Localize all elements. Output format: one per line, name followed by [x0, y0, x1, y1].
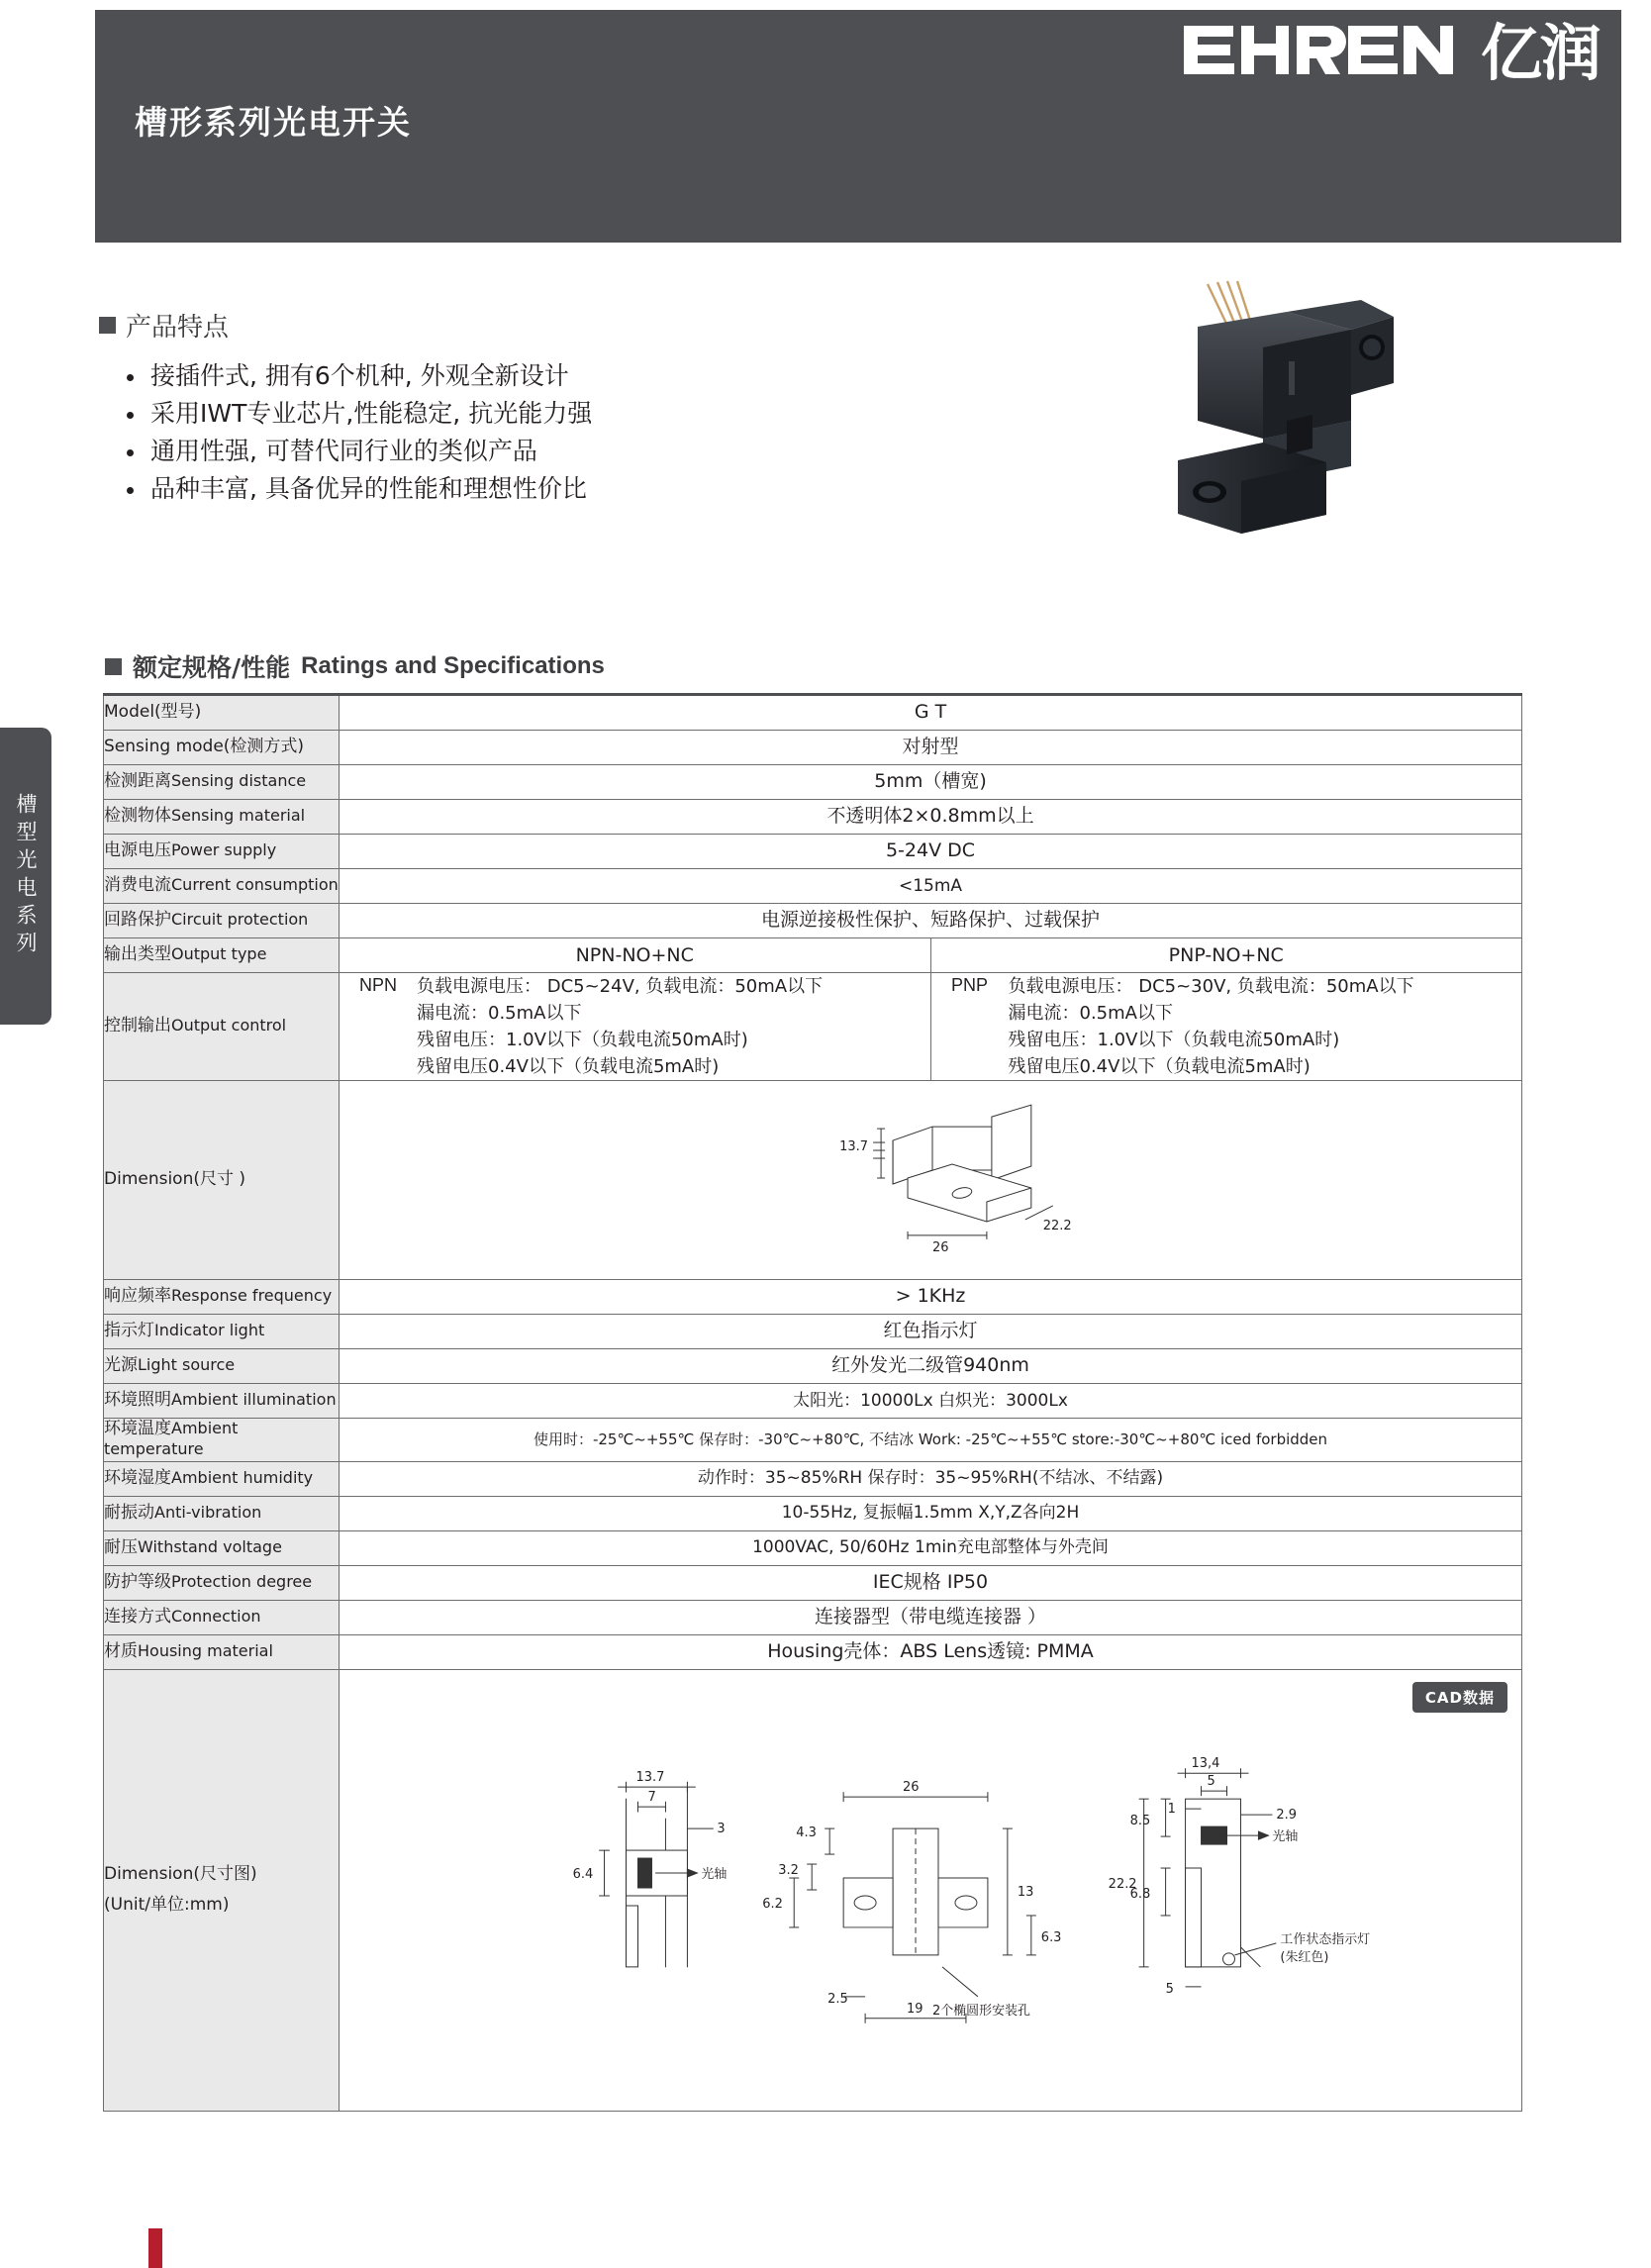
table-row-dimension-drawing: [104, 1669, 1522, 2111]
row-label-en: Output type: [171, 944, 267, 964]
v2-dim-a: 4.3: [796, 1824, 817, 1840]
brand-logo-cn: 亿润: [1480, 17, 1600, 90]
row-label: Model(型号): [104, 695, 340, 731]
v3-led-note-1: 工作状态指示灯: [1280, 1931, 1371, 1947]
table-row: [104, 1384, 1522, 1419]
row-label: [104, 973, 340, 1081]
features-heading-label: 产品特点: [126, 313, 230, 343]
v3-dim-d: 8.5: [1129, 1813, 1151, 1828]
table-row: [104, 695, 1522, 731]
page-title: 槽形系列光电开关: [135, 103, 412, 142]
v2-dim-c: 6.2: [762, 1896, 783, 1912]
features-heading: [99, 307, 812, 344]
row-label-cn: 环境湿度: [104, 1467, 171, 1488]
specifications-table: [103, 693, 1522, 2112]
row-label: [104, 1669, 340, 2111]
v3-dim-f: 6.8: [1129, 1886, 1151, 1902]
pnp-line: 残留电压：1.0V以下（负载电流50mA时): [1008, 1030, 1340, 1050]
row-value: 动作时：35~85%RH 保存时：35~95%RH(不结冰、不结露): [340, 1461, 1522, 1496]
side-tab-label: 槽型光电系列: [14, 793, 38, 959]
spec-heading-en: Ratings and Specifications: [301, 652, 605, 679]
table-row: [104, 1349, 1522, 1384]
row-label: [104, 938, 340, 973]
npn-tag: NPN: [358, 975, 397, 995]
row-label-cn: 防护等级: [104, 1571, 171, 1592]
list-item: 品种丰富, 具备优异的性能和理想性价比: [125, 470, 812, 508]
list-item: 采用IWT专业芯片,性能稳定, 抗光能力强: [125, 395, 812, 433]
slot-photoelectric-sensor-image: [1138, 272, 1524, 569]
row-label-en: Protection degree: [171, 1571, 313, 1591]
dim-13-7: 13.7: [839, 1139, 869, 1155]
dim-26: 26: [931, 1239, 949, 1255]
table-row: [104, 1419, 1522, 1462]
table-row-output-type: [104, 938, 1522, 973]
row-label-cn: 环境照明: [104, 1390, 171, 1411]
row-label: [104, 1565, 340, 1600]
row-value: 连接器型（带电缆连接器 ）: [340, 1600, 1522, 1634]
row-label-cn: 光源: [104, 1355, 138, 1376]
row-label: [104, 1600, 340, 1634]
table-row: [104, 835, 1522, 869]
row-label-en: Light source: [138, 1355, 236, 1375]
row-label: [104, 1461, 340, 1496]
row-label-cn: 指示灯: [104, 1321, 154, 1341]
table-row: [104, 1461, 1522, 1496]
v3-dim-g: 5: [1165, 1981, 1174, 1997]
v2-dim-d: 13: [1017, 1884, 1034, 1900]
pnp-tag: PNP: [950, 975, 988, 995]
row-value: > 1KHz: [340, 1280, 1522, 1315]
bullet-square-icon: [105, 658, 122, 675]
v1-dim-top: 13.7: [635, 1769, 665, 1785]
row-label-en: Current consumption: [171, 875, 339, 895]
row-label-cn: 响应频率: [104, 1286, 171, 1307]
row-label: Dimension(尺寸 ): [104, 1081, 340, 1280]
table-row: [104, 1315, 1522, 1349]
v1-dim-inner: 7: [647, 1789, 656, 1805]
row-label-en: Sensing material: [171, 806, 306, 826]
dimension-drawing-label-1: Dimension(尺寸图): [104, 1863, 257, 1884]
row-value: 5mm（槽宽): [340, 765, 1522, 800]
row-label: [104, 1280, 340, 1315]
list-item: 接插件式, 拥有6个机种, 外观全新设计: [125, 357, 812, 395]
v2-note: 2个椭圆形安装孔: [931, 2003, 1031, 2019]
dim-22-2: 22.2: [1042, 1218, 1072, 1233]
dimension-drawing-label-2: (Unit/单位:mm): [104, 1895, 230, 1915]
row-label-en: Indicator light: [154, 1321, 265, 1340]
row-value: 对射型: [340, 731, 1522, 765]
row-label-cn: 消费电流: [104, 875, 171, 896]
v3-axis-label: 光轴: [1272, 1828, 1299, 1844]
row-label-cn: 耐振动: [104, 1502, 154, 1523]
row-label: [104, 1634, 340, 1669]
bullet-square-icon: [99, 317, 116, 334]
row-label-en: Sensing distance: [171, 771, 307, 791]
npn-line: 负载电源电压： DC5~24V, 负载电流：50mA以下: [417, 976, 824, 997]
row-label-en: Power supply: [171, 840, 277, 860]
table-row: [104, 800, 1522, 835]
row-value: 5-24V DC: [340, 835, 1522, 869]
npn-line: 漏电流：0.5mA以下: [417, 1003, 582, 1024]
row-label-cn: 输出类型: [104, 944, 171, 965]
table-row: [104, 765, 1522, 800]
brand-logo: [1182, 17, 1600, 90]
v2-dim-top: 26: [903, 1779, 920, 1795]
table-row: [104, 904, 1522, 938]
row-value: 红外发光二级管940nm: [340, 1349, 1522, 1384]
cad-data-badge[interactable]: CAD数据: [1412, 1682, 1507, 1713]
row-label-cn: 环境温度: [104, 1419, 171, 1438]
row-label-en: Connection: [171, 1606, 261, 1626]
table-row: [104, 1565, 1522, 1600]
dimension-drawing-svg: [340, 1670, 1521, 2111]
pnp-line: 残留电压0.4V以下（负载电流5mA时): [1008, 1056, 1311, 1077]
row-label-en: Output control: [171, 1016, 287, 1035]
v1-axis-label: 光轴: [701, 1866, 728, 1882]
dimension-iso-drawing: [340, 1081, 1522, 1280]
row-label-cn: 控制输出: [104, 1016, 171, 1036]
row-value: 使用时：-25℃~+55℃ 保存时：-30℃~+80℃, 不结冰 Work: -25℃~+55℃ store:-30℃~+80℃ iced forbidden: [340, 1419, 1522, 1462]
npn-lines: [417, 973, 823, 1080]
table-row: [104, 1600, 1522, 1634]
row-label: [104, 1496, 340, 1530]
row-value: IEC规格 IP50: [340, 1565, 1522, 1600]
row-value: 太阳光：10000Lx 白炽光：3000Lx: [340, 1384, 1522, 1419]
npn-line: 残留电压0.4V以下（负载电流5mA时): [417, 1056, 720, 1077]
row-label-cn: 连接方式: [104, 1606, 171, 1627]
row-label-en: Response frequency: [171, 1286, 333, 1306]
table-row-output-control: [104, 973, 1522, 1081]
row-label-cn: 检测物体: [104, 806, 171, 827]
row-label-en: Ambient illumination: [171, 1390, 337, 1410]
v2-dim-e: 6.3: [1040, 1929, 1062, 1945]
row-label-cn: 材质: [104, 1640, 138, 1661]
side-tab-series: [0, 728, 51, 1025]
row-label: [104, 1419, 340, 1462]
row-label-en: Ambient temperature: [104, 1419, 239, 1459]
product-photo: [1138, 272, 1524, 569]
row-label-cn: 耐压: [104, 1536, 138, 1557]
row-label: [104, 765, 340, 800]
row-value: 1000VAC, 50/60Hz 1min充电部整体与外壳间: [340, 1530, 1522, 1565]
table-row: [104, 869, 1522, 904]
row-value: <15mA: [340, 869, 1522, 904]
row-label-cn: 回路保护: [104, 910, 171, 931]
spec-heading: [105, 648, 605, 684]
v3-dim-a: 1: [1167, 1801, 1176, 1817]
row-label: [104, 1349, 340, 1384]
dimension-drawing-cell: [340, 1669, 1522, 2111]
row-label: [104, 904, 340, 938]
row-value: 红色指示灯: [340, 1315, 1522, 1349]
row-value: 不透明体2×0.8mm以上: [340, 800, 1522, 835]
v2-dim-b: 3.2: [778, 1862, 799, 1878]
v3-dim-c: 2.9: [1276, 1807, 1298, 1823]
row-label-en: Housing material: [138, 1640, 273, 1660]
row-label: [104, 1315, 340, 1349]
row-value: Housing壳体：ABS Lens透镜: PMMA: [340, 1634, 1522, 1669]
row-label-cn: 检测距离: [104, 771, 171, 792]
row-label-en: Withstand voltage: [138, 1536, 282, 1556]
row-label: Sensing mode(检测方式): [104, 731, 340, 765]
v1-dim-right: 3: [717, 1821, 726, 1836]
table-row: [104, 1280, 1522, 1315]
pnp-lines: [1009, 973, 1414, 1080]
spec-heading-cn: 额定规格/性能: [133, 653, 291, 682]
row-value: 电源逆接极性保护、短路保护、过载保护: [340, 904, 1522, 938]
iso-dimension-svg: [340, 1081, 1521, 1279]
ehren-wordmark-icon: [1182, 24, 1479, 85]
row-label: [104, 800, 340, 835]
row-label: [104, 835, 340, 869]
row-label-en: Anti-vibration: [154, 1502, 262, 1522]
row-label-cn: 电源电压: [104, 840, 171, 861]
v3-dim-e: 22.2: [1108, 1876, 1137, 1892]
row-label-en: Circuit protection: [171, 910, 309, 930]
output-control-pnp-cell: [930, 973, 1522, 1081]
v3-led-note-2: (朱红色): [1280, 1949, 1329, 1965]
output-type-pnp: PNP-NO+NC: [930, 938, 1522, 973]
output-control-npn-cell: [340, 973, 931, 1081]
output-type-npn: NPN-NO+NC: [340, 938, 931, 973]
pnp-line: 负载电源电压： DC5~30V, 负载电流：50mA以下: [1008, 976, 1414, 997]
table-row: [104, 1634, 1522, 1669]
v3-dim-top: 13,4: [1191, 1755, 1220, 1771]
page-header: [95, 10, 1621, 243]
table-row: [104, 731, 1522, 765]
features-list: [99, 357, 812, 508]
table-row-dimension: [104, 1081, 1522, 1280]
v2-dim-g: 19: [907, 2001, 923, 2017]
v3-dim-b: 5: [1207, 1773, 1215, 1789]
v2-dim-f: 2.5: [827, 1991, 848, 2007]
row-label: [104, 1530, 340, 1565]
table-row: [104, 1496, 1522, 1530]
pnp-line: 漏电流：0.5mA以下: [1008, 1003, 1173, 1024]
v1-dim-left: 6.4: [572, 1866, 594, 1882]
row-value: G T: [340, 695, 1522, 731]
table-row: [104, 1530, 1522, 1565]
row-label: [104, 869, 340, 904]
list-item: 通用性强, 可替代同行业的类似产品: [125, 433, 812, 470]
row-value: 10-55Hz, 复振幅1.5mm X,Y,Z各向2H: [340, 1496, 1522, 1530]
footer-accent-bar: [148, 2228, 162, 2268]
npn-line: 残留电压：1.0V以下（负载电流50mA时): [417, 1030, 748, 1050]
row-label: [104, 1384, 340, 1419]
features-section: [99, 307, 812, 508]
row-label-en: Ambient humidity: [171, 1467, 314, 1487]
